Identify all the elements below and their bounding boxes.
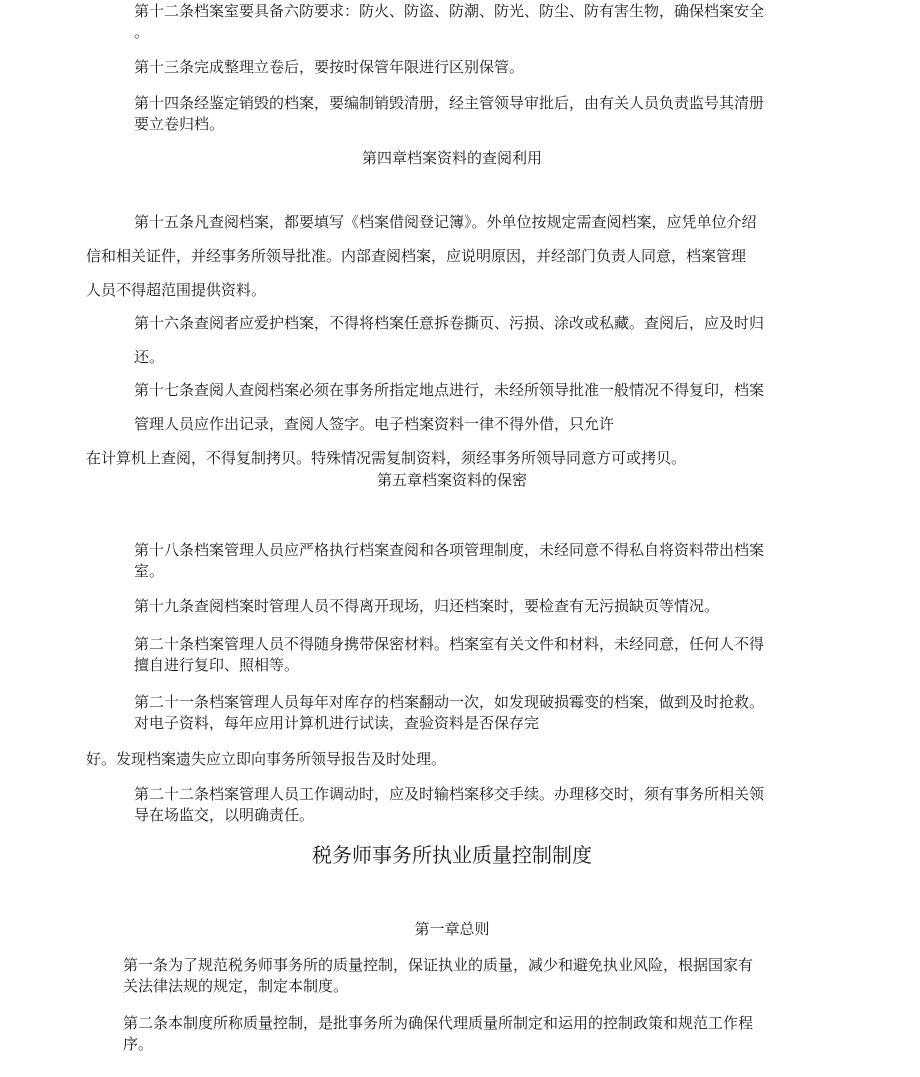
article-14-line-2: 要立卷归档。 [134,115,225,133]
article-19: 第十九条查阅档案时管理人员不得离开现场，归还档案时，要检查有无污损缺页等情况。 [134,597,720,615]
article-13: 第十三条完成整理立卷后，要按时保管年限进行区别保管。 [134,58,525,76]
chapter-1-heading: 第一章总则 [414,920,490,938]
quality-article-2-line-2: 序。 [123,1035,154,1053]
article-20-line-2: 擅自进行复印、照相等。 [134,656,300,674]
article-12-line-1: 第十二条档案室要具备六防要求：防火、防盗、防潮、防光、防尘、防有害生物，确保档案安全 [134,2,765,20]
chapter-5-heading: 第五章档案资料的保密 [376,471,527,489]
article-17-line-2: 管理人员应作出记录，查阅人签字。电子档案资料一律不得外借，只允许 [134,415,615,433]
article-18-line-2: 室。 [134,562,165,580]
article-22-line-2: 导在场监交，以明确责任。 [134,806,315,824]
article-21-line-3: 好。发现档案遗失应立即向事务所领导报告及时处理。 [86,750,447,768]
quality-article-1-line-2: 关法律法规的规定，制定本制度。 [123,977,349,995]
article-16-line-2: 还。 [134,348,165,366]
article-18-line-1: 第十八条档案管理人员应严格执行档案查阅和各项管理制度，未经同意不得私自将资料带出档案 [134,541,765,559]
quality-article-1-line-1: 第一条为了规范税务师事务所的质量控制，保证执业的质量，减少和避免执业风险，根据国家有 [123,956,754,974]
article-17-line-1: 第十七条查阅人查阅档案必须在事务所指定地点进行，未经所领导批准一般情况不得复印，档案 [134,381,765,399]
article-15-line-2: 信和相关证件，并经事务所领导批准。内部查阅档案，应说明原因，并经部门负责人同意，档案管理 [86,247,747,265]
article-16-line-1: 第十六条查阅者应爱护档案，不得将档案任意拆卷撕页、污损、涂改或私藏。查阅后，应及时归 [134,314,765,332]
article-21-line-2: 对电子资料，每年应用计算机进行试读，查验资料是否保存完 [134,714,540,732]
article-17-line-3: 在计算机上查阅，不得复制拷贝。特殊情况需复制资料，须经事务所领导同意方可或拷贝。 [86,449,687,467]
document-title: 税务师事务所执业质量控制制度 [312,843,592,867]
article-12-line-2: 。 [134,23,150,41]
article-21-line-1: 第二十一条档案管理人员每年对库存的档案翻动一次，如发现破损霉变的档案，做到及时抢救。 [134,693,765,711]
article-20-line-1: 第二十条档案管理人员不得随身携带保密材料。档案室有关文件和材料，未经同意，任何人不得 [134,635,765,653]
article-22-line-1: 第二十二条档案管理人员工作调动时，应及时输档案移交手续。办理移交时，须有事务所相关领 [134,785,765,803]
article-15-line-1: 第十五条凡查阅档案，都要填写《档案借阅登记簿》。外单位按规定需查阅档案，应凭单位介绍 [134,213,757,231]
article-14-line-1: 第十四条经鉴定销毁的档案，要编制销毁清册，经主管领导审批后，由有关人员负责监号其清册 [134,94,765,112]
chapter-4-heading: 第四章档案资料的查阅利用 [361,149,542,167]
article-15-line-3: 人员不得超范围提供资料。 [86,281,267,299]
quality-article-2-line-1: 第二条本制度所称质量控制，是批事务所为确保代理质量所制定和运用的控制政策和规范工作程 [123,1014,754,1032]
